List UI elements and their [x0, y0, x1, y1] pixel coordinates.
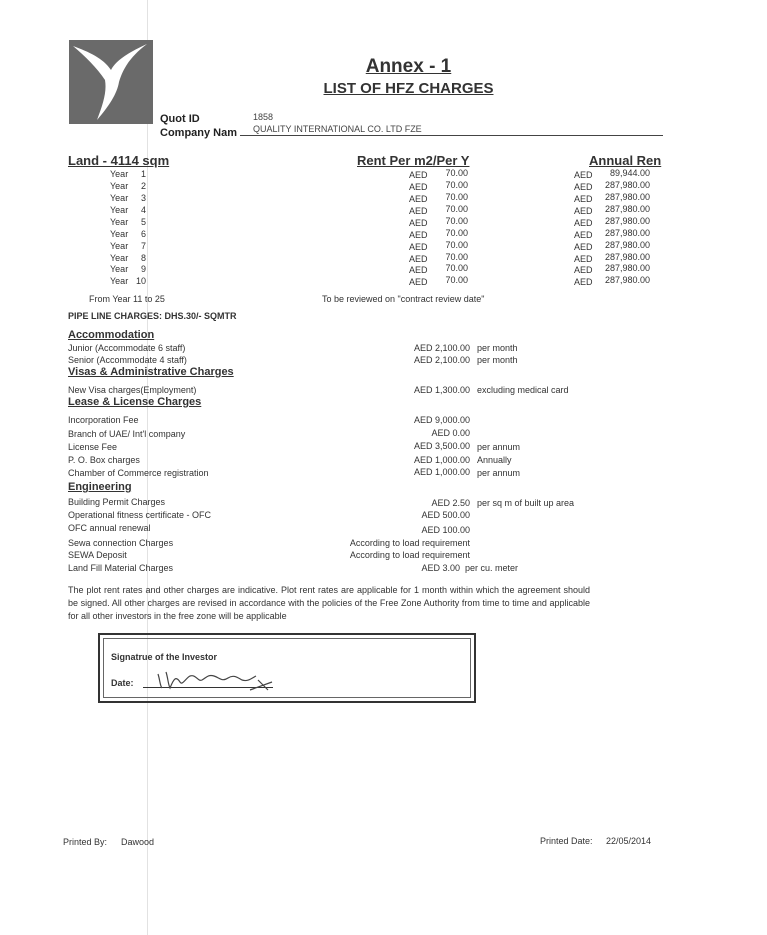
- printed-by-value: Dawood: [121, 837, 155, 847]
- charge-amount: AED 1,000.00: [413, 455, 470, 465]
- printed-by-label: Printed By:: [63, 837, 108, 847]
- year-label: Year: [110, 217, 129, 227]
- printed-date-value: 22/05/2014: [606, 836, 652, 846]
- date-label: Date:: [111, 678, 134, 688]
- rate-value: 70.00: [445, 168, 468, 178]
- annual-value: 287,980.00: [604, 275, 650, 285]
- charge-amount: AED 2,100.00: [413, 355, 470, 365]
- annual-currency: AED: [574, 242, 593, 252]
- charge-label: OFC annual renewal: [68, 523, 151, 533]
- charge-amount: AED 3.00: [421, 563, 460, 573]
- terms-paragraph: The plot rent rates and other charges are indicative. Plot rent rates are applicable for 1 month within which the agreement should be signed. All other charges are revised in accordance with the policies of the Free Zone Authority from time to time and applicable for all other investors in the free zone will be applicable: [68, 585, 590, 621]
- rate-currency: AED: [409, 254, 428, 264]
- annual-currency: AED: [574, 265, 593, 275]
- year-label: Year: [110, 181, 129, 191]
- rent-column-header: Rent Per m2/Per Y: [357, 153, 470, 168]
- rate-currency: AED: [409, 194, 428, 204]
- quot-id-value: 1858: [253, 112, 274, 122]
- quot-id-label: Quot ID: [160, 113, 200, 125]
- rate-currency: AED: [409, 277, 428, 287]
- rate-currency: AED: [409, 230, 428, 240]
- charge-note: per month: [477, 343, 518, 353]
- charge-label: New Visa charges(Employment): [68, 385, 197, 395]
- annual-value: 287,980.00: [604, 263, 650, 273]
- annual-currency: AED: [574, 277, 593, 287]
- charge-amount: AED 3,500.00: [413, 441, 470, 451]
- charge-label: Branch of UAE/ Int'l company: [68, 429, 186, 439]
- annual-value: 287,980.00: [604, 180, 650, 190]
- review-note: To be reviewed on "contract review date": [322, 294, 485, 304]
- annual-currency: AED: [574, 206, 593, 216]
- annual-value: 287,980.00: [604, 240, 650, 250]
- year-number: 3: [140, 193, 146, 203]
- charge-label: Land Fill Material Charges: [68, 563, 174, 573]
- annual-currency: AED: [574, 218, 593, 228]
- signature-label: Signatrue of the Investor: [111, 652, 218, 662]
- year-label: Year: [110, 241, 129, 251]
- rate-value: 70.00: [445, 275, 468, 285]
- year-number: 5: [140, 217, 146, 227]
- year-number: 9: [140, 264, 146, 274]
- company-name-label: Company Nam: [160, 127, 238, 139]
- from-year-note: From Year 11 to 25: [89, 294, 165, 304]
- lease-heading: Lease & License Charges: [68, 396, 202, 408]
- charge-label: Chamber of Commerce registration: [68, 468, 209, 478]
- year-number: 4: [140, 205, 146, 215]
- year-number: 6: [140, 229, 146, 239]
- land-column-header: Land - 4114 sqm: [68, 153, 170, 168]
- charge-label: Incorporation Fee: [68, 415, 139, 425]
- visas-heading: Visas & Administrative Charges: [68, 366, 234, 378]
- annual-value: 287,980.00: [604, 216, 650, 226]
- rate-currency: AED: [409, 206, 428, 216]
- charge-amount: AED 1,000.00: [413, 467, 470, 477]
- charge-note: per sq m of built up area: [477, 498, 575, 508]
- year-label: Year: [110, 264, 129, 274]
- handwritten-signature: [150, 660, 280, 694]
- charge-label: Junior (Accommodate 6 staff): [68, 343, 186, 353]
- annual-column-header: Annual Ren: [589, 153, 662, 168]
- year-label: Year: [110, 229, 129, 239]
- year-label: Year: [110, 253, 129, 263]
- charge-note: excluding medical card: [477, 385, 569, 395]
- rate-value: 70.00: [445, 252, 468, 262]
- charge-amount: AED 9,000.00: [413, 415, 470, 425]
- rate-value: 70.00: [445, 263, 468, 273]
- charge-amount: AED 1,300.00: [413, 385, 470, 395]
- company-name-underline: [240, 135, 663, 136]
- charge-label: License Fee: [68, 442, 118, 452]
- rate-value: 70.00: [445, 216, 468, 226]
- annual-currency: AED: [574, 170, 593, 180]
- year-number: 10: [135, 276, 146, 286]
- charge-label: P. O. Box charges: [68, 455, 140, 465]
- rate-currency: AED: [409, 182, 428, 192]
- year-label: Year: [110, 193, 129, 203]
- year-label: Year: [110, 169, 129, 179]
- rate-value: 70.00: [445, 192, 468, 202]
- charge-note: per cu. meter: [465, 563, 519, 573]
- charge-label: Building Permit Charges: [68, 497, 166, 507]
- rate-value: 70.00: [445, 204, 468, 214]
- rate-currency: AED: [409, 170, 428, 180]
- charge-label: SEWA Deposit: [68, 550, 127, 560]
- annual-value: 287,980.00: [604, 252, 650, 262]
- rate-value: 70.00: [445, 228, 468, 238]
- engineering-heading: Engineering: [68, 481, 132, 493]
- accommodation-heading: Accommodation: [68, 329, 155, 341]
- charge-label: Sewa connection Charges: [68, 538, 174, 548]
- year-label: Year: [110, 276, 129, 286]
- charge-amount: AED 0.00: [431, 428, 470, 438]
- charge-label: Operational fitness certificate - OFC: [68, 510, 212, 520]
- rate-value: 70.00: [445, 240, 468, 250]
- annual-currency: AED: [574, 182, 593, 192]
- rate-currency: AED: [409, 265, 428, 275]
- year-number: 7: [140, 241, 146, 251]
- charge-amount: AED 2,100.00: [413, 343, 470, 353]
- rate-currency: AED: [409, 242, 428, 252]
- annual-value: 287,980.00: [604, 204, 650, 214]
- rate-currency: AED: [409, 218, 428, 228]
- annual-value: 287,980.00: [604, 192, 650, 202]
- charge-note: per month: [477, 355, 518, 365]
- year-number: 1: [140, 169, 146, 179]
- charge-amount: AED 500.00: [421, 510, 470, 520]
- year-number: 2: [140, 181, 146, 191]
- page-title: LIST OF HFZ CHARGES: [323, 80, 494, 97]
- charge-amount: AED 100.00: [421, 525, 470, 535]
- charge-note: Annually: [477, 455, 512, 465]
- pipeline-charges: PIPE LINE CHARGES: DHS.30/- SQMTR: [68, 311, 237, 321]
- year-label: Year: [110, 205, 129, 215]
- annual-currency: AED: [574, 230, 593, 240]
- annual-currency: AED: [574, 254, 593, 264]
- charge-amount: AED 2.50: [431, 498, 470, 508]
- annual-value: 287,980.00: [604, 228, 650, 238]
- company-name-value: QUALITY INTERNATIONAL CO. LTD FZE: [253, 124, 422, 134]
- charge-note: per annum: [477, 442, 521, 452]
- annual-currency: AED: [574, 194, 593, 204]
- annex-title: Annex - 1: [365, 56, 452, 77]
- charge-amount: According to load requirement: [349, 538, 470, 548]
- year-number: 8: [140, 253, 146, 263]
- charge-amount: According to load requirement: [349, 550, 470, 560]
- printed-date-label: Printed Date:: [540, 836, 593, 846]
- rate-value: 70.00: [445, 180, 468, 190]
- charge-label: Senior (Accommodate 4 staff): [68, 355, 187, 365]
- charge-note: per annum: [477, 468, 521, 478]
- annual-value: 89,944.00: [609, 168, 650, 178]
